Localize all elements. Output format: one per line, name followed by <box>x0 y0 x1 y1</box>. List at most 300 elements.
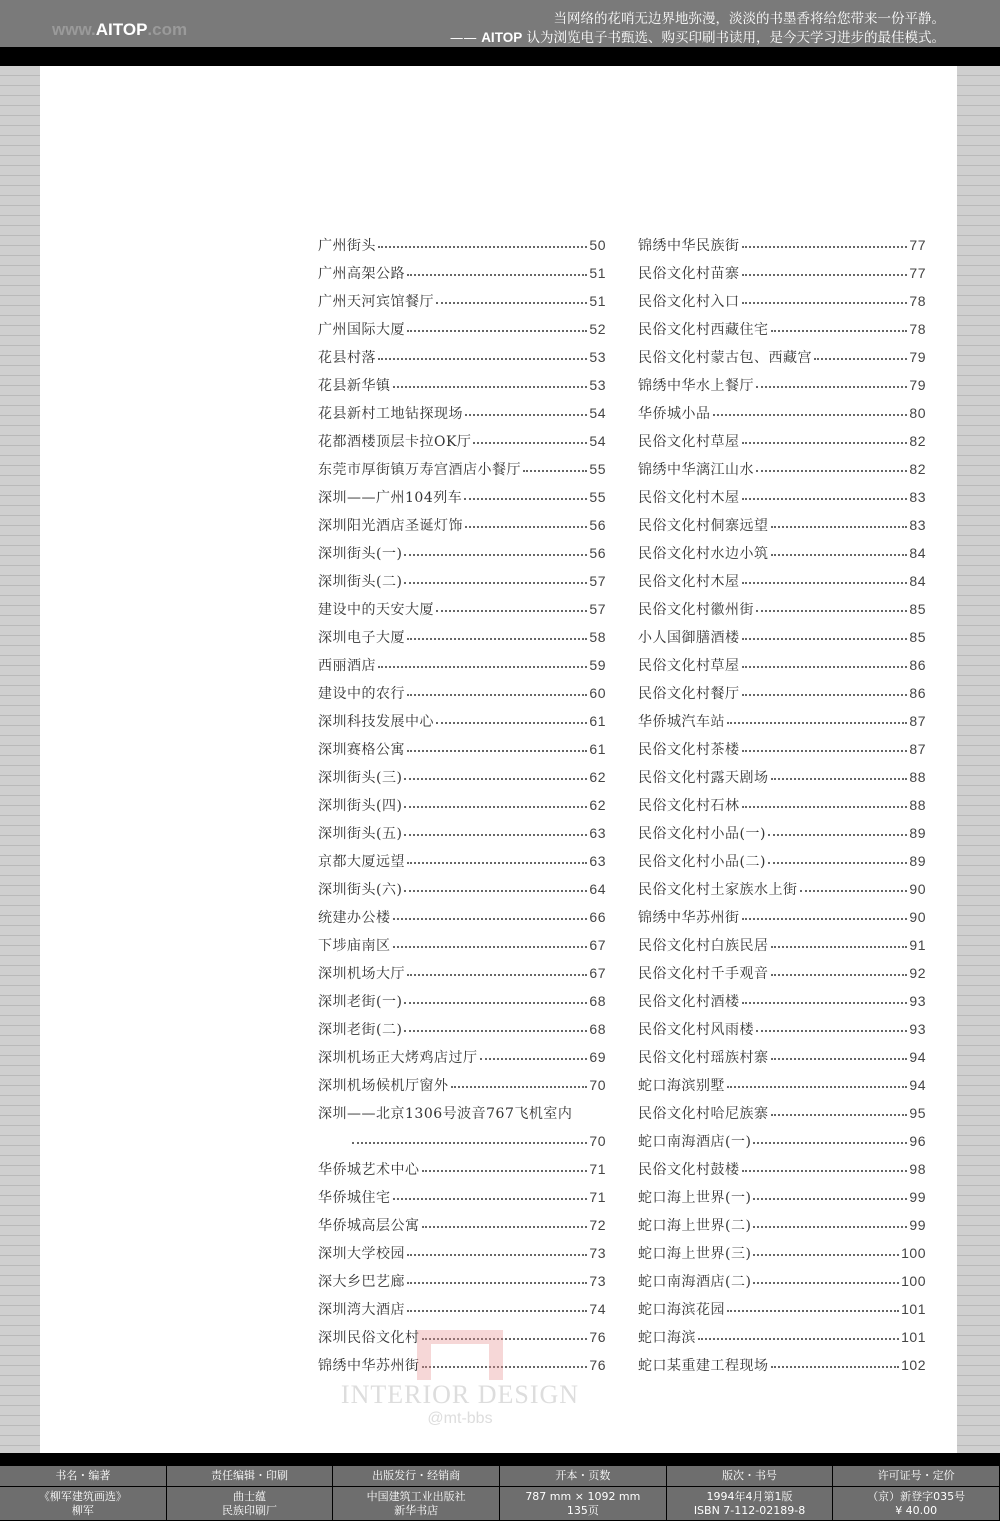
slogan-line-2 <box>450 26 945 46</box>
toc-entry-page: 78 <box>909 321 926 337</box>
dot-leader <box>436 722 587 724</box>
toc-entry[interactable] <box>318 567 606 595</box>
dot-leader <box>742 302 908 304</box>
toc-entry-title: 民俗文化村徽州街 <box>638 602 754 618</box>
toc-entry-title: 京都大厦远望 <box>318 854 405 870</box>
toc-entry[interactable] <box>638 259 926 287</box>
dot-leader <box>756 1030 907 1032</box>
dot-leader <box>404 890 587 892</box>
toc-entry[interactable] <box>638 791 926 819</box>
toc-entry[interactable] <box>638 1015 926 1043</box>
dot-leader <box>378 358 587 360</box>
toc-entry-page: 99 <box>909 1189 926 1205</box>
watermark-title: INTERIOR DESIGN <box>340 1380 580 1409</box>
dot-leader <box>407 862 587 864</box>
info-cell <box>0 1466 166 1520</box>
toc-entry[interactable] <box>638 1239 926 1267</box>
toc-entry[interactable] <box>638 1295 926 1323</box>
toc-entry[interactable] <box>318 1183 606 1211</box>
toc-entry-page: 53 <box>589 377 606 393</box>
dot-leader <box>742 694 908 696</box>
toc-entry[interactable] <box>638 735 926 763</box>
dot-leader <box>404 806 587 808</box>
toc-entry[interactable] <box>318 539 606 567</box>
toc-entry[interactable] <box>318 315 606 343</box>
dot-leader <box>771 1058 908 1060</box>
dot-leader <box>742 666 908 668</box>
toc-entry-page: 94 <box>909 1077 926 1093</box>
toc-entry[interactable] <box>638 1127 926 1155</box>
toc-entry[interactable] <box>638 903 926 931</box>
toc-entry-title: 花县新村工地钻探现场 <box>318 406 463 422</box>
toc-entry-title: 下埗庙南区 <box>318 938 391 954</box>
info-header: 版次・书号 <box>667 1466 833 1486</box>
dot-leader <box>393 1198 588 1200</box>
slogan-brand: AITOP <box>481 30 523 45</box>
dot-leader <box>404 1030 587 1032</box>
info-line-2: 民族印刷厂 <box>222 1504 277 1517</box>
dot-leader <box>742 806 908 808</box>
toc-entry-title: 深圳电子大厦 <box>318 630 405 646</box>
dot-leader <box>742 498 908 500</box>
dot-leader <box>407 638 587 640</box>
dot-leader <box>698 1338 899 1340</box>
toc-entry[interactable] <box>318 231 606 259</box>
toc-entry-page: 50 <box>589 237 606 253</box>
toc-entry-page: 78 <box>909 293 926 309</box>
toc-entry-title: 深圳湾大酒店 <box>318 1302 405 1318</box>
info-line-1: 787 mm × 1092 mm <box>525 1490 641 1503</box>
dot-leader <box>404 582 587 584</box>
info-line-2: 新华书店 <box>394 1504 439 1517</box>
toc-entry-title: 深圳街头(六) <box>318 882 403 898</box>
toc-entry[interactable] <box>318 595 606 623</box>
info-value <box>167 1487 333 1520</box>
toc-entry-title: 民俗文化村小品(一) <box>638 826 766 842</box>
dot-leader <box>407 274 587 276</box>
toc-entry[interactable] <box>638 931 926 959</box>
toc-entry-page: 102 <box>901 1357 926 1373</box>
toc-entry[interactable] <box>318 1211 606 1239</box>
toc-entry-page: 86 <box>909 657 926 673</box>
toc-entry-page: 51 <box>589 293 606 309</box>
toc-entry-title: 民俗文化村小品(二) <box>638 854 766 870</box>
toc-entry[interactable] <box>638 595 926 623</box>
toc-entry-title: 西丽酒店 <box>318 658 376 674</box>
toc-entry-continuation <box>318 1127 606 1155</box>
toc-entry-page: 79 <box>909 349 926 365</box>
toc-entry[interactable] <box>318 1267 606 1295</box>
dot-leader <box>771 330 908 332</box>
dot-leader <box>407 750 587 752</box>
toc-entry-page: 82 <box>909 433 926 449</box>
toc-entry-title: 民俗文化村草屋 <box>638 434 740 450</box>
toc-entry-title: 蛇口南海酒店(二) <box>638 1274 752 1290</box>
toc-entry-page: 62 <box>589 769 606 785</box>
toc-entry[interactable] <box>318 903 606 931</box>
info-header: 书名・编著 <box>0 1466 166 1486</box>
page-edge-left <box>0 66 40 1453</box>
toc-entry[interactable] <box>638 1099 926 1127</box>
toc-entry-title: 锦绣中华民族街 <box>638 238 740 254</box>
toc-entry-page: 79 <box>909 377 926 393</box>
dot-leader <box>742 274 908 276</box>
dot-leader <box>727 1086 907 1088</box>
toc-entry[interactable] <box>318 511 606 539</box>
toc-entry[interactable] <box>638 651 926 679</box>
toc-entry[interactable] <box>638 623 926 651</box>
toc-entry-page: 68 <box>589 1021 606 1037</box>
toc-entry-page: 83 <box>909 489 926 505</box>
toc-entry[interactable] <box>318 959 606 987</box>
dot-leader <box>407 1282 587 1284</box>
dot-leader <box>742 638 908 640</box>
toc-entry-page: 71 <box>589 1189 606 1205</box>
toc-entry[interactable] <box>318 987 606 1015</box>
toc-entry-title: 深圳老街(一) <box>318 994 403 1010</box>
dot-leader <box>756 610 907 612</box>
toc-entry-title: 深圳科技发展中心 <box>318 714 434 730</box>
toc-entry[interactable] <box>318 651 606 679</box>
toc-entry[interactable] <box>638 1071 926 1099</box>
toc-entry-title: 民俗文化村千手观音 <box>638 966 769 982</box>
toc-entry[interactable] <box>318 483 606 511</box>
dot-leader <box>771 946 908 948</box>
toc-entry[interactable] <box>638 1351 926 1379</box>
dot-leader <box>407 1254 587 1256</box>
toc-entry[interactable] <box>638 1267 926 1295</box>
toc-entry-page: 100 <box>901 1245 926 1261</box>
info-line-1: 曲士蕴 <box>233 1490 266 1503</box>
toc-entry[interactable] <box>318 763 606 791</box>
dot-leader <box>742 750 908 752</box>
toc-entry[interactable] <box>638 1211 926 1239</box>
toc-entry-page: 68 <box>589 993 606 1009</box>
toc-entry-title: 深圳大学校园 <box>318 1246 405 1262</box>
toc-entry-page: 85 <box>909 601 926 617</box>
toc-entry-title: 民俗文化村水边小筑 <box>638 546 769 562</box>
toc-entry-page: 84 <box>909 573 926 589</box>
toc-entry-title: 小人国御膳酒楼 <box>638 630 740 646</box>
toc-entry-page: 82 <box>909 461 926 477</box>
toc-entry[interactable] <box>638 315 926 343</box>
toc-entry-title: 深圳机场候机厅窗外 <box>318 1078 449 1094</box>
toc-entry-title: 民俗文化村白族民居 <box>638 938 769 954</box>
toc-entry-page: 95 <box>909 1105 926 1121</box>
toc-entry-page: 60 <box>589 685 606 701</box>
toc-entry[interactable] <box>638 371 926 399</box>
toc-entry-page: 89 <box>909 825 926 841</box>
toc-entry-page: 56 <box>589 545 606 561</box>
info-value <box>667 1487 833 1520</box>
dot-leader <box>768 834 907 836</box>
toc-entry[interactable] <box>638 679 926 707</box>
toc-entry[interactable] <box>318 847 606 875</box>
toc-entry[interactable] <box>318 1043 606 1071</box>
toc-entry-title: 华侨城住宅 <box>318 1190 391 1206</box>
dot-leader <box>378 246 587 248</box>
watermark-logo-icon <box>417 1330 503 1380</box>
toc-entry[interactable] <box>318 1155 606 1183</box>
dot-leader <box>742 1170 908 1172</box>
toc-entry[interactable] <box>318 1099 606 1127</box>
dot-leader <box>404 834 587 836</box>
toc-entry-page: 63 <box>589 853 606 869</box>
info-value <box>833 1487 999 1520</box>
toc-entry-title: 蛇口海滨 <box>638 1330 696 1346</box>
toc-entry-page: 55 <box>589 461 606 477</box>
toc-entry[interactable] <box>638 1155 926 1183</box>
info-line-1: 《柳军建筑画选》 <box>38 1490 127 1503</box>
book-info-table <box>0 1466 1000 1520</box>
info-header: 责任编辑・印刷 <box>167 1466 333 1486</box>
dot-leader <box>768 862 907 864</box>
toc-entry-title: 民俗文化村哈尼族寨 <box>638 1106 769 1122</box>
toc-entry-title: 蛇口海上世界(三) <box>638 1246 752 1262</box>
info-cell <box>333 1466 499 1520</box>
book-page <box>40 66 957 1453</box>
toc-entry[interactable] <box>318 343 606 371</box>
page-edge-right <box>957 66 1000 1453</box>
dot-leader <box>407 974 587 976</box>
toc-entry-title: 深圳机场正大烤鸡店过厅 <box>318 1050 478 1066</box>
toc-entry-title: 深圳街头(三) <box>318 770 403 786</box>
toc-entry[interactable] <box>638 875 926 903</box>
info-value <box>333 1487 499 1520</box>
info-value <box>500 1487 666 1520</box>
toc-entry-page: 59 <box>589 657 606 673</box>
dot-leader <box>742 442 908 444</box>
toc-entry[interactable] <box>318 735 606 763</box>
toc-entry-title: 民俗文化村瑶族村寨 <box>638 1050 769 1066</box>
toc-column-right <box>638 231 926 1379</box>
toc-entry[interactable] <box>638 427 926 455</box>
info-cell <box>167 1466 333 1520</box>
toc-entry-title: 深圳街头(二) <box>318 574 403 590</box>
toc-entry[interactable] <box>318 259 606 287</box>
dot-leader <box>753 1142 907 1144</box>
toc-entry[interactable] <box>638 987 926 1015</box>
dot-leader <box>407 330 587 332</box>
toc-entry[interactable] <box>318 399 606 427</box>
toc-entry-title: 民俗文化村餐厅 <box>638 686 740 702</box>
toc-entry-title: 民俗文化村侗寨远望 <box>638 518 769 534</box>
toc-entry-title: 民俗文化村草屋 <box>638 658 740 674</box>
toc-entry-page: 63 <box>589 825 606 841</box>
toc-entry-title: 民俗文化村蒙古包、西藏宫 <box>638 350 812 366</box>
logo-brand: AITOP <box>95 20 148 39</box>
toc-entry-title: 统建办公楼 <box>318 910 391 926</box>
toc-entry-page: 83 <box>909 517 926 533</box>
toc-entry-page: 73 <box>589 1273 606 1289</box>
toc-entry-title: 蛇口海滨别墅 <box>638 1078 725 1094</box>
toc-entry-page: 96 <box>909 1133 926 1149</box>
toc-entry[interactable] <box>638 455 926 483</box>
toc-entry-page: 92 <box>909 965 926 981</box>
toc-entry[interactable] <box>638 1043 926 1071</box>
dot-leader <box>771 526 908 528</box>
dot-leader <box>727 722 907 724</box>
dot-leader <box>771 1366 900 1368</box>
dot-leader <box>742 246 908 248</box>
info-cell <box>667 1466 833 1520</box>
toc-entry[interactable] <box>638 959 926 987</box>
info-header: 出版发行・经销商 <box>333 1466 499 1486</box>
toc-entry[interactable] <box>638 707 926 735</box>
toc-entry-page: 99 <box>909 1217 926 1233</box>
dot-leader <box>465 526 587 528</box>
toc-entry-page: 72 <box>589 1217 606 1233</box>
toc-entry[interactable] <box>638 847 926 875</box>
toc-entry-page: 70 <box>589 1077 606 1093</box>
dot-leader <box>771 1114 908 1116</box>
toc-entry[interactable] <box>318 1071 606 1099</box>
toc-entry-page: 70 <box>589 1133 606 1149</box>
toc-entry-page: 88 <box>909 797 926 813</box>
info-line-2: ISBN 7-112-02189-8 <box>693 1504 806 1517</box>
toc-entry-title: 蛇口南海酒店(一) <box>638 1134 752 1150</box>
toc-entry-title: 民俗文化村鼓楼 <box>638 1162 740 1178</box>
toc-entry-page: 52 <box>589 321 606 337</box>
toc-entry-page: 94 <box>909 1049 926 1065</box>
toc-entry-title: 锦绣中华漓江山水 <box>638 462 754 478</box>
dot-leader <box>713 414 908 416</box>
slogan-text: 认为浏览电子书甄选、购买印刷书读用，是今天学习进步的最佳模式。 <box>522 30 945 46</box>
dot-leader <box>464 498 587 500</box>
toc-entry[interactable] <box>638 399 926 427</box>
toc-column-left <box>318 231 606 1379</box>
toc-entry[interactable] <box>638 567 926 595</box>
toc-entry[interactable] <box>638 539 926 567</box>
toc-entry-page: 55 <box>589 489 606 505</box>
toc-entry[interactable] <box>638 819 926 847</box>
toc-entry-page: 67 <box>589 937 606 953</box>
toc-entry[interactable] <box>318 875 606 903</box>
toc-entry-title: 蛇口海滨花园 <box>638 1302 725 1318</box>
toc-entry-title: 深圳——北京1306号波音767飞机室内 <box>318 1106 573 1122</box>
info-line-2: 135页 <box>566 1504 599 1517</box>
toc-entry-page: 57 <box>589 573 606 589</box>
toc-entry-page: 76 <box>589 1357 606 1373</box>
dot-leader <box>436 302 587 304</box>
toc-entry[interactable] <box>318 623 606 651</box>
toc-entry-title: 深圳机场大厅 <box>318 966 405 982</box>
logo-prefix: www. <box>52 20 96 39</box>
toc-entry-page: 53 <box>589 349 606 365</box>
dot-leader <box>422 1226 588 1228</box>
toc-entry[interactable] <box>638 483 926 511</box>
toc-entry-page: 87 <box>909 713 926 729</box>
toc-entry[interactable] <box>318 371 606 399</box>
toc-entry[interactable] <box>638 763 926 791</box>
toc-entry-title: 东莞市厚街镇万寿宫酒店小餐厅 <box>318 462 521 478</box>
toc-entry-title: 广州高架公路 <box>318 266 405 282</box>
toc-entry-title: 广州街头 <box>318 238 376 254</box>
toc-entry-page: 69 <box>589 1049 606 1065</box>
toc-entry-page: 93 <box>909 1021 926 1037</box>
info-header: 开本・页数 <box>500 1466 666 1486</box>
toc-entry[interactable] <box>638 231 926 259</box>
toc-entry-title: 深圳——广州104列车 <box>318 490 463 506</box>
toc-entry-title: 华侨城小品 <box>638 406 711 422</box>
toc-entry-title: 民俗文化村露天剧场 <box>638 770 769 786</box>
toc-entry[interactable] <box>318 791 606 819</box>
toc-entry-page: 86 <box>909 685 926 701</box>
toc-entry-title: 蛇口海上世界(二) <box>638 1218 752 1234</box>
dot-leader <box>771 554 908 556</box>
toc-entry-page: 88 <box>909 769 926 785</box>
toc-entry[interactable] <box>318 679 606 707</box>
toc-entry-page: 58 <box>589 629 606 645</box>
toc-entry-title: 华侨城汽车站 <box>638 714 725 730</box>
toc-entry[interactable] <box>638 287 926 315</box>
toc-entry[interactable] <box>318 1015 606 1043</box>
toc-entry[interactable] <box>318 455 606 483</box>
dot-leader <box>404 554 587 556</box>
toc-entry-title: 民俗文化村土家族水上街 <box>638 882 798 898</box>
dot-leader <box>422 1170 588 1172</box>
watermark-handle: @mt-bbs <box>427 1410 493 1427</box>
toc-entry-page: 89 <box>909 853 926 869</box>
toc-entry[interactable] <box>638 1183 926 1211</box>
toc-entry[interactable] <box>318 707 606 735</box>
toc-entry-page: 84 <box>909 545 926 561</box>
dot-leader <box>753 1282 899 1284</box>
toc-entry-title: 民俗文化村石林 <box>638 798 740 814</box>
toc-entry[interactable] <box>638 343 926 371</box>
toc-entry-title: 深圳街头(一) <box>318 546 403 562</box>
toc-entry[interactable] <box>318 287 606 315</box>
toc-entry-title: 民俗文化村木屋 <box>638 490 740 506</box>
toc-entry-page: 91 <box>909 937 926 953</box>
info-line-1: 中国建筑工业出版社 <box>366 1490 466 1503</box>
toc-entry[interactable] <box>318 427 606 455</box>
info-cell <box>833 1466 999 1520</box>
toc-entry[interactable] <box>318 931 606 959</box>
toc-entry-page: 85 <box>909 629 926 645</box>
toc-entry[interactable] <box>638 1323 926 1351</box>
toc-entry-page: 64 <box>589 881 606 897</box>
toc-entry-title: 民俗文化村茶楼 <box>638 742 740 758</box>
toc-entry-title: 广州国际大厦 <box>318 322 405 338</box>
info-line-1: （京）新登字035号 <box>867 1490 966 1503</box>
info-header: 许可证号・定价 <box>833 1466 999 1486</box>
dot-leader <box>352 1142 587 1144</box>
toc-entry[interactable] <box>318 819 606 847</box>
toc-entry-page: 76 <box>589 1329 606 1345</box>
toc-entry[interactable] <box>638 511 926 539</box>
divider-band <box>0 47 1000 66</box>
toc-entry-page: 62 <box>589 797 606 813</box>
toc-entry[interactable] <box>318 1295 606 1323</box>
slogan-dash: —— <box>449 30 482 46</box>
toc-entry-title: 民俗文化村木屋 <box>638 574 740 590</box>
toc-entry-page: 98 <box>909 1161 926 1177</box>
toc-entry-title: 花县新华镇 <box>318 378 391 394</box>
toc-entry-title: 建设中的天安大厦 <box>318 602 434 618</box>
toc-entry-title: 花县村落 <box>318 350 376 366</box>
toc-entry[interactable] <box>318 1239 606 1267</box>
toc-entry-page: 77 <box>909 237 926 253</box>
toc-entry-title: 华侨城艺术中心 <box>318 1162 420 1178</box>
toc-entry-title: 深圳街头(五) <box>318 826 403 842</box>
toc-entry-page: 74 <box>589 1301 606 1317</box>
dot-leader <box>393 386 588 388</box>
toc-entry-page: 101 <box>901 1301 926 1317</box>
info-line-1: 1994年4月第1版 <box>706 1490 793 1503</box>
site-logo[interactable] <box>52 20 187 40</box>
toc-entry-title: 深圳老街(二) <box>318 1022 403 1038</box>
